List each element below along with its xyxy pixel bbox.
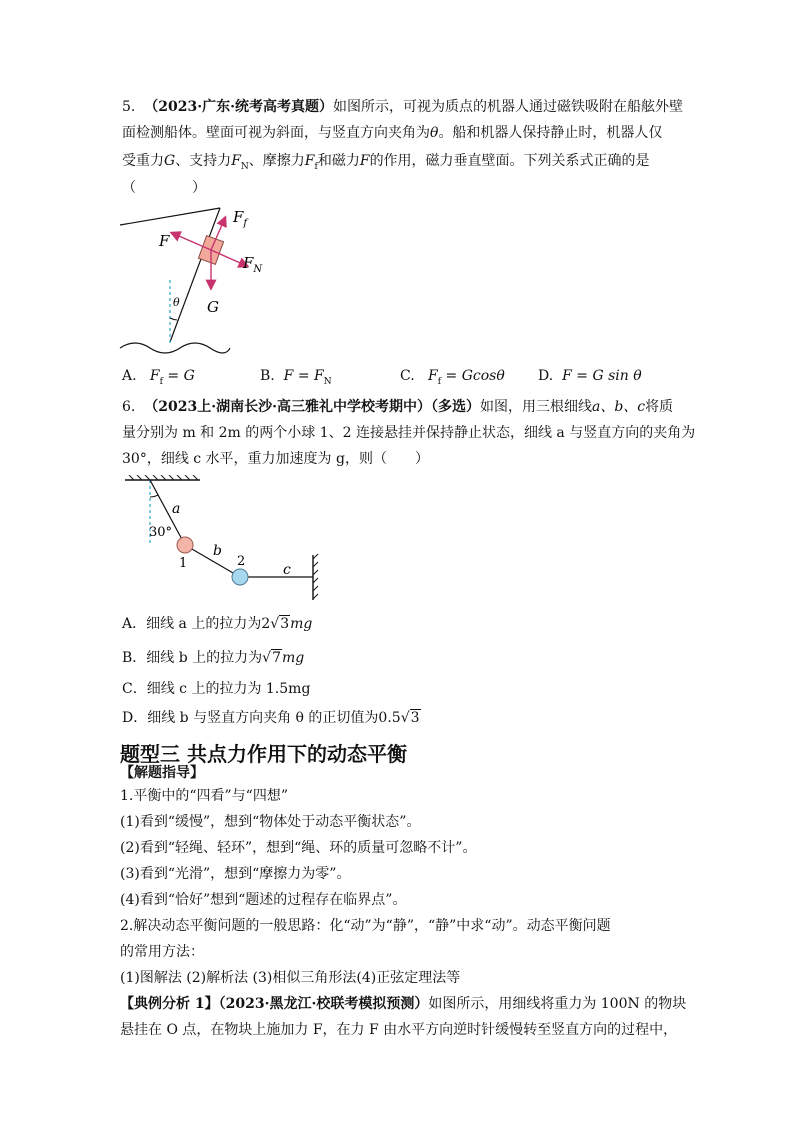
q6-figure	[115, 475, 330, 605]
q5-option-c[interactable]: C. $F_f = Gcos\theta$	[400, 368, 505, 387]
q5-option-d[interactable]: D. F = G sin θ	[538, 368, 642, 384]
q5-figure	[115, 200, 275, 360]
q6-line2: 量分别为 m 和 2m 的两个小球 1、2 连接悬挂并保持静止状态，细线 a 与竖直方向的夹角为	[122, 425, 696, 441]
wall-hatch	[313, 554, 318, 599]
guide-line-3: (2)看到“轻绳、轻环”，想到“绳、环的质量可忽略不计”。	[120, 840, 477, 856]
guide-label: 【解题指导】	[120, 765, 204, 781]
guide-line-6: 2.解决动态平衡问题的一般思路：化“动”为“静”，“静”中求“动”。动态平衡问题	[120, 918, 611, 934]
ceiling-hatch	[129, 475, 198, 480]
example-line-1: 【典例分析 1】（2023·黑龙江·校联考模拟预测）如图所示，用细线将重力为 100N 的物块	[120, 996, 687, 1012]
hull-top-line	[120, 208, 220, 225]
label-f: F	[159, 232, 170, 250]
water-wave	[120, 343, 230, 353]
label-fn: $F_N$	[243, 254, 263, 275]
label-ball2: 2	[237, 554, 246, 569]
label-theta: θ	[173, 296, 180, 309]
hull-wall-line	[170, 208, 220, 342]
example-line-2: 悬挂在 O 点，在物块上施加力 F，在力 F 由水平方向逆时针缓慢转至竖直方向的过程中，	[120, 1022, 678, 1038]
label-b: b	[213, 543, 222, 559]
q6-option-d[interactable]: D．细线 b 与竖直方向夹角 θ 的正切值为0.5√3	[122, 710, 420, 726]
label-ball1: 1	[179, 556, 188, 571]
q6-line1: 6. （2023上·湖南长沙·高三雅礼中学校考期中）（多选）如图，用三根细线a、b、c将质	[122, 399, 674, 415]
q5-answer-blank: （ ）	[122, 180, 206, 196]
guide-line-5: (4)看到“恰好”想到“题述的过程存在临界点”。	[120, 892, 407, 908]
q5-line2: 面检测船体。壁面可视为斜面，与竖直方向夹角为θ。船和机器人保持静止时，机器人仅	[122, 125, 663, 141]
guide-line-1: 1.平衡中的“四看”与“四想”	[120, 788, 288, 804]
ball-2	[232, 569, 248, 585]
guide-line-8: (1)图解法 (2)解析法 (3)相似三角形法(4)正弦定理法等	[120, 970, 461, 986]
q5-line3: 受重力G、支持力$F_N$、摩擦力$F_f$和磁力F的作用，磁力垂直壁面。下列关系式正确的是	[122, 153, 650, 172]
q6-option-b[interactable]: B．细线 b 上的拉力为√7mg	[122, 650, 305, 666]
q6-option-c[interactable]: C．细线 c 上的拉力为 1.5mg	[122, 681, 311, 697]
guide-line-7: 的常用方法：	[120, 944, 204, 960]
q6-line3: 30°，细线 c 水平，重力加速度为 g，则（ ）	[122, 451, 429, 467]
guide-line-2: (1)看到“缓慢”，想到“物体处于动态平衡状态”。	[120, 814, 421, 830]
angle-arc	[150, 495, 158, 497]
q6-option-a[interactable]: A．细线 a 上的拉力为2√3mg	[122, 616, 313, 632]
section-title: 题型三 共点力作用下的动态平衡	[120, 742, 407, 766]
label-c: c	[283, 562, 291, 578]
label-g: G	[207, 298, 219, 316]
q5-option-b[interactable]: B. $F = F_N$	[260, 368, 332, 387]
theta-arc	[170, 318, 177, 320]
guide-line-4: (3)看到“光滑”，想到“摩擦力为零”。	[120, 866, 351, 882]
label-a: a	[172, 501, 181, 517]
q5-option-a[interactable]: A. $F_f = G$	[122, 368, 195, 387]
label-angle: 30°	[149, 525, 173, 540]
q5-line1: 5. （2023·广东·统考高考真题）如图所示，可视为质点的机器人通过磁铁吸附在船舷外壁	[122, 99, 683, 115]
ball-1	[177, 537, 193, 553]
label-ff: $F_f$	[233, 208, 248, 229]
